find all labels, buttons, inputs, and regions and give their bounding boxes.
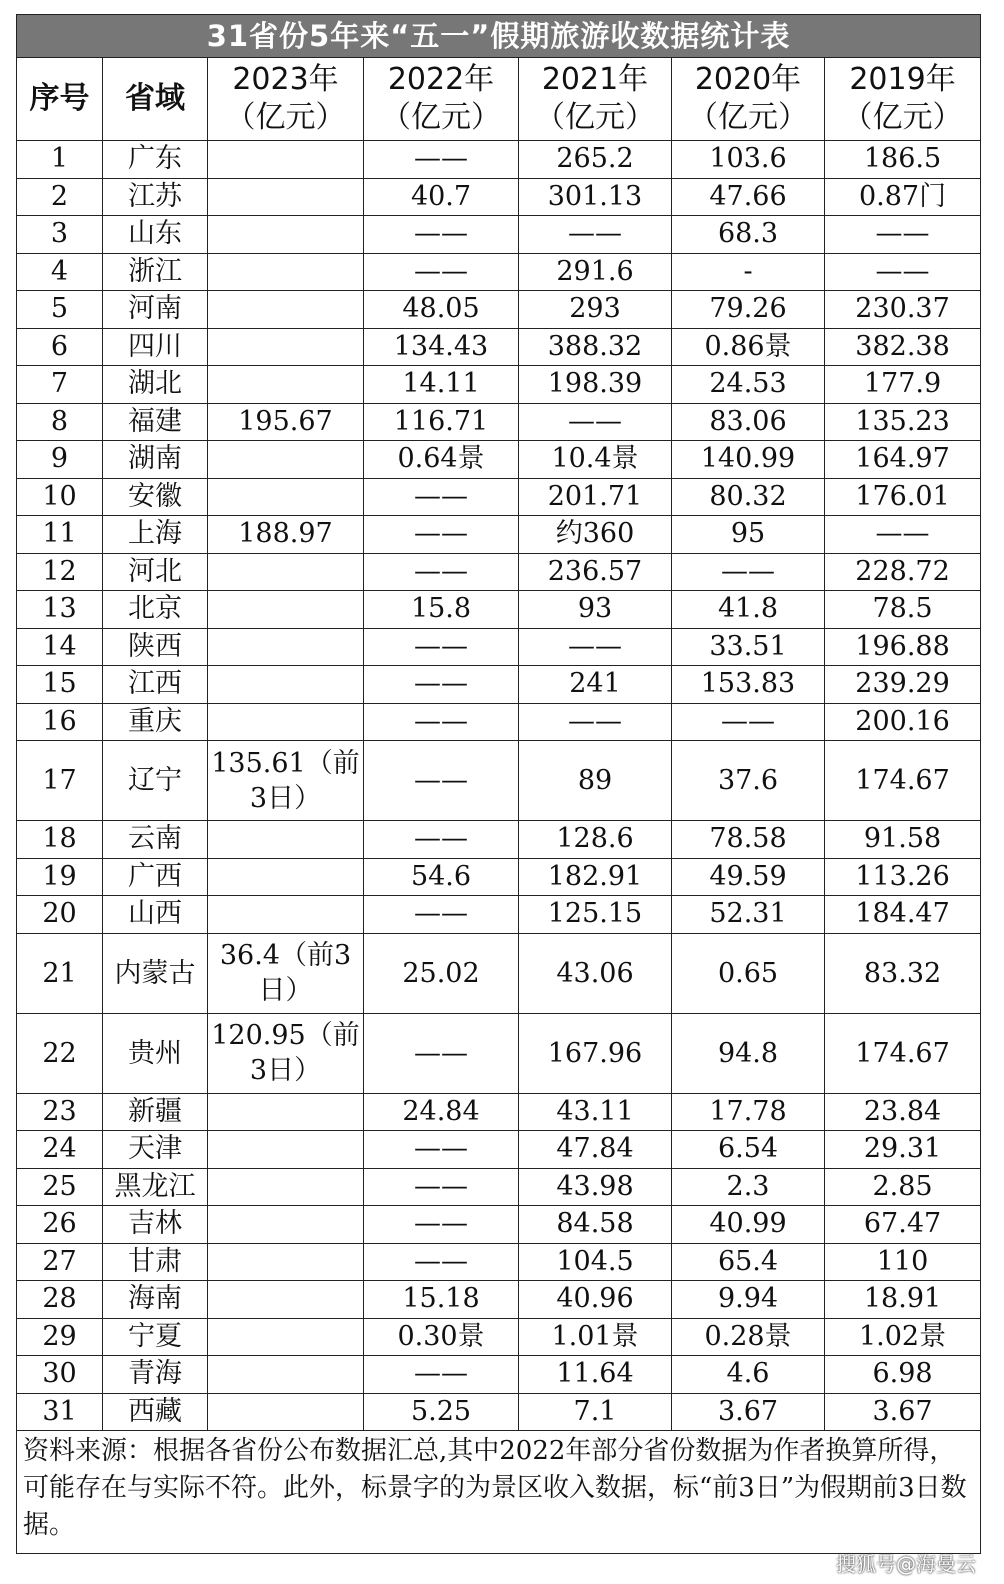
table-row bbox=[17, 1393, 981, 1431]
cell-y2020: 49.59 bbox=[672, 858, 825, 896]
table-row bbox=[17, 216, 981, 254]
cell-index: 26 bbox=[17, 1206, 103, 1244]
cell-province: 重庆 bbox=[103, 703, 208, 741]
cell-province: 云南 bbox=[103, 821, 208, 859]
cell-y2022: —— bbox=[364, 1131, 519, 1169]
cell-y2019: 2.85 bbox=[825, 1168, 981, 1206]
cell-y2021: 7.1 bbox=[519, 1393, 672, 1431]
cell-y2023 bbox=[208, 366, 364, 404]
cell-province: 甘肃 bbox=[103, 1243, 208, 1281]
cell-y2020: 68.3 bbox=[672, 216, 825, 254]
cell-y2020: 94.8 bbox=[672, 1013, 825, 1093]
cell-y2023 bbox=[208, 178, 364, 216]
cell-y2021: 104.5 bbox=[519, 1243, 672, 1281]
cell-index: 7 bbox=[17, 366, 103, 404]
table-row bbox=[17, 591, 981, 629]
cell-y2021: 128.6 bbox=[519, 821, 672, 859]
cell-y2022: —— bbox=[364, 141, 519, 179]
table-row bbox=[17, 1013, 981, 1093]
cell-y2019: 29.31 bbox=[825, 1131, 981, 1169]
table-row bbox=[17, 741, 981, 821]
cell-y2023 bbox=[208, 441, 364, 479]
cell-y2022: —— bbox=[364, 666, 519, 704]
cell-province: 广西 bbox=[103, 858, 208, 896]
cell-y2021: —— bbox=[519, 703, 672, 741]
cell-y2021: 182.91 bbox=[519, 858, 672, 896]
cell-index: 20 bbox=[17, 896, 103, 934]
cell-y2020: 41.8 bbox=[672, 591, 825, 629]
cell-province: 四川 bbox=[103, 328, 208, 366]
table-row bbox=[17, 291, 981, 329]
header-index: 序号 bbox=[17, 58, 103, 141]
cell-index: 23 bbox=[17, 1093, 103, 1131]
cell-y2019: 83.32 bbox=[825, 933, 981, 1013]
cell-province: 上海 bbox=[103, 516, 208, 554]
cell-y2020: 80.32 bbox=[672, 478, 825, 516]
cell-index: 3 bbox=[17, 216, 103, 254]
header-2021: 2021年（亿元） bbox=[519, 58, 672, 141]
cell-y2022: —— bbox=[364, 1243, 519, 1281]
cell-y2020: 140.99 bbox=[672, 441, 825, 479]
table-title: 31省份5年来“五一”假期旅游收数据统计表 bbox=[17, 15, 981, 58]
cell-y2022: —— bbox=[364, 703, 519, 741]
cell-y2023: 188.97 bbox=[208, 516, 364, 554]
cell-province: 江西 bbox=[103, 666, 208, 704]
cell-province: 安徽 bbox=[103, 478, 208, 516]
cell-index: 29 bbox=[17, 1318, 103, 1356]
cell-y2022: —— bbox=[364, 553, 519, 591]
header-2023: 2023年（亿元） bbox=[208, 58, 364, 141]
cell-y2023 bbox=[208, 1393, 364, 1431]
cell-y2019: 196.88 bbox=[825, 628, 981, 666]
cell-index: 14 bbox=[17, 628, 103, 666]
cell-index: 24 bbox=[17, 1131, 103, 1169]
cell-province: 湖南 bbox=[103, 441, 208, 479]
cell-y2021: 43.06 bbox=[519, 933, 672, 1013]
cell-y2023 bbox=[208, 1131, 364, 1169]
cell-y2019: 164.97 bbox=[825, 441, 981, 479]
cell-y2022: 116.71 bbox=[364, 403, 519, 441]
cell-y2023: 135.61（前3日） bbox=[208, 741, 364, 821]
cell-y2023 bbox=[208, 478, 364, 516]
cell-y2019: 174.67 bbox=[825, 741, 981, 821]
table-row bbox=[17, 1206, 981, 1244]
table-body bbox=[17, 141, 981, 1431]
table-row bbox=[17, 1131, 981, 1169]
cell-index: 12 bbox=[17, 553, 103, 591]
cell-y2020: - bbox=[672, 253, 825, 291]
cell-y2023: 120.95（前3日） bbox=[208, 1013, 364, 1093]
cell-province: 吉林 bbox=[103, 1206, 208, 1244]
cell-index: 8 bbox=[17, 403, 103, 441]
cell-y2022: 15.8 bbox=[364, 591, 519, 629]
cell-y2023 bbox=[208, 1243, 364, 1281]
cell-y2021: 1.01景 bbox=[519, 1318, 672, 1356]
cell-y2022: —— bbox=[364, 253, 519, 291]
cell-y2019: 67.47 bbox=[825, 1206, 981, 1244]
cell-y2020: 47.66 bbox=[672, 178, 825, 216]
cell-province: 内蒙古 bbox=[103, 933, 208, 1013]
cell-y2023 bbox=[208, 553, 364, 591]
table-row bbox=[17, 896, 981, 934]
table-row bbox=[17, 1356, 981, 1394]
cell-y2022: —— bbox=[364, 1013, 519, 1093]
cell-province: 北京 bbox=[103, 591, 208, 629]
cell-y2023 bbox=[208, 1281, 364, 1319]
cell-y2021: 241 bbox=[519, 666, 672, 704]
cell-y2023 bbox=[208, 628, 364, 666]
cell-y2020: —— bbox=[672, 703, 825, 741]
table-row bbox=[17, 403, 981, 441]
cell-y2022: 0.64景 bbox=[364, 441, 519, 479]
cell-province: 福建 bbox=[103, 403, 208, 441]
cell-index: 2 bbox=[17, 178, 103, 216]
cell-y2021: 236.57 bbox=[519, 553, 672, 591]
cell-y2021: —— bbox=[519, 216, 672, 254]
cell-y2021: 43.11 bbox=[519, 1093, 672, 1131]
cell-province: 海南 bbox=[103, 1281, 208, 1319]
cell-y2021: —— bbox=[519, 628, 672, 666]
cell-y2019: 200.16 bbox=[825, 703, 981, 741]
cell-y2019: 230.37 bbox=[825, 291, 981, 329]
cell-y2019: 78.5 bbox=[825, 591, 981, 629]
cell-y2023 bbox=[208, 328, 364, 366]
tourism-revenue-table bbox=[16, 14, 981, 1554]
cell-y2019: 91.58 bbox=[825, 821, 981, 859]
cell-index: 10 bbox=[17, 478, 103, 516]
table-row bbox=[17, 628, 981, 666]
cell-index: 27 bbox=[17, 1243, 103, 1281]
cell-y2020: 78.58 bbox=[672, 821, 825, 859]
table-row bbox=[17, 933, 981, 1013]
cell-y2022: 134.43 bbox=[364, 328, 519, 366]
cell-y2021: 93 bbox=[519, 591, 672, 629]
cell-province: 辽宁 bbox=[103, 741, 208, 821]
table-row bbox=[17, 1318, 981, 1356]
cell-province: 湖北 bbox=[103, 366, 208, 404]
cell-index: 9 bbox=[17, 441, 103, 479]
cell-y2020: 40.99 bbox=[672, 1206, 825, 1244]
cell-index: 21 bbox=[17, 933, 103, 1013]
table-row bbox=[17, 253, 981, 291]
cell-y2022: —— bbox=[364, 628, 519, 666]
cell-y2022: —— bbox=[364, 896, 519, 934]
table-row bbox=[17, 328, 981, 366]
cell-y2021: 84.58 bbox=[519, 1206, 672, 1244]
cell-province: 河南 bbox=[103, 291, 208, 329]
cell-y2023 bbox=[208, 703, 364, 741]
cell-index: 11 bbox=[17, 516, 103, 554]
table-row bbox=[17, 666, 981, 704]
cell-index: 5 bbox=[17, 291, 103, 329]
source-note: 资料来源：根据各省份公布数据汇总,其中2022年部分省份数据为作者换算所得，可能存在与实际不符。此外，标景字的为景区收入数据，标“前3日”为假期前3日数据。 bbox=[17, 1431, 981, 1554]
cell-y2023 bbox=[208, 858, 364, 896]
cell-y2023 bbox=[208, 253, 364, 291]
cell-province: 广东 bbox=[103, 141, 208, 179]
table-row bbox=[17, 703, 981, 741]
cell-y2021: 301.13 bbox=[519, 178, 672, 216]
cell-y2020: 6.54 bbox=[672, 1131, 825, 1169]
cell-y2021: —— bbox=[519, 403, 672, 441]
cell-y2022: —— bbox=[364, 821, 519, 859]
header-row bbox=[17, 58, 981, 141]
cell-y2020: 79.26 bbox=[672, 291, 825, 329]
cell-y2022: —— bbox=[364, 1168, 519, 1206]
cell-y2021: 293 bbox=[519, 291, 672, 329]
cell-province: 黑龙江 bbox=[103, 1168, 208, 1206]
cell-y2022: 25.02 bbox=[364, 933, 519, 1013]
cell-province: 河北 bbox=[103, 553, 208, 591]
cell-y2022: 24.84 bbox=[364, 1093, 519, 1131]
cell-index: 18 bbox=[17, 821, 103, 859]
cell-y2019: 186.5 bbox=[825, 141, 981, 179]
cell-y2019: 135.23 bbox=[825, 403, 981, 441]
statistics-table-container bbox=[16, 14, 980, 1554]
cell-y2021: 11.64 bbox=[519, 1356, 672, 1394]
cell-y2020: 0.65 bbox=[672, 933, 825, 1013]
table-row bbox=[17, 1168, 981, 1206]
table-row bbox=[17, 1093, 981, 1131]
cell-y2020: 103.6 bbox=[672, 141, 825, 179]
table-row bbox=[17, 141, 981, 179]
cell-index: 13 bbox=[17, 591, 103, 629]
cell-y2021: 10.4景 bbox=[519, 441, 672, 479]
cell-y2020: 2.3 bbox=[672, 1168, 825, 1206]
cell-y2022: —— bbox=[364, 516, 519, 554]
cell-y2021: 43.98 bbox=[519, 1168, 672, 1206]
cell-y2020: 83.06 bbox=[672, 403, 825, 441]
cell-y2021: 47.84 bbox=[519, 1131, 672, 1169]
cell-y2022: 0.30景 bbox=[364, 1318, 519, 1356]
cell-y2019: 228.72 bbox=[825, 553, 981, 591]
cell-y2019: 3.67 bbox=[825, 1393, 981, 1431]
cell-y2022: 54.6 bbox=[364, 858, 519, 896]
cell-y2022: —— bbox=[364, 741, 519, 821]
cell-y2023: 36.4（前3日） bbox=[208, 933, 364, 1013]
cell-y2020: 4.6 bbox=[672, 1356, 825, 1394]
cell-y2023 bbox=[208, 1318, 364, 1356]
cell-province: 青海 bbox=[103, 1356, 208, 1394]
table-row bbox=[17, 1281, 981, 1319]
cell-y2023 bbox=[208, 896, 364, 934]
cell-y2023: 195.67 bbox=[208, 403, 364, 441]
cell-y2021: 89 bbox=[519, 741, 672, 821]
cell-y2020: 65.4 bbox=[672, 1243, 825, 1281]
cell-y2021: 40.96 bbox=[519, 1281, 672, 1319]
cell-y2019: 18.91 bbox=[825, 1281, 981, 1319]
cell-y2020: 37.6 bbox=[672, 741, 825, 821]
cell-y2023 bbox=[208, 141, 364, 179]
cell-index: 4 bbox=[17, 253, 103, 291]
cell-y2023 bbox=[208, 821, 364, 859]
cell-index: 19 bbox=[17, 858, 103, 896]
cell-y2022: —— bbox=[364, 1206, 519, 1244]
cell-index: 1 bbox=[17, 141, 103, 179]
cell-province: 山西 bbox=[103, 896, 208, 934]
cell-y2023 bbox=[208, 1093, 364, 1131]
table-row bbox=[17, 366, 981, 404]
cell-y2021: 291.6 bbox=[519, 253, 672, 291]
table-row bbox=[17, 553, 981, 591]
cell-index: 16 bbox=[17, 703, 103, 741]
cell-province: 山东 bbox=[103, 216, 208, 254]
table-row bbox=[17, 516, 981, 554]
cell-y2023 bbox=[208, 216, 364, 254]
table-row bbox=[17, 478, 981, 516]
cell-y2020: 9.94 bbox=[672, 1281, 825, 1319]
cell-index: 6 bbox=[17, 328, 103, 366]
cell-y2019: 0.87门 bbox=[825, 178, 981, 216]
cell-y2020: 52.31 bbox=[672, 896, 825, 934]
cell-index: 17 bbox=[17, 741, 103, 821]
cell-province: 江苏 bbox=[103, 178, 208, 216]
cell-index: 28 bbox=[17, 1281, 103, 1319]
header-2020: 2020年（亿元） bbox=[672, 58, 825, 141]
cell-y2019: 382.38 bbox=[825, 328, 981, 366]
cell-y2019: —— bbox=[825, 216, 981, 254]
cell-y2022: 15.18 bbox=[364, 1281, 519, 1319]
cell-y2023 bbox=[208, 1168, 364, 1206]
cell-y2023 bbox=[208, 591, 364, 629]
cell-y2019: 239.29 bbox=[825, 666, 981, 704]
source-note-row bbox=[17, 1431, 981, 1554]
header-2019: 2019年（亿元） bbox=[825, 58, 981, 141]
cell-province: 西藏 bbox=[103, 1393, 208, 1431]
cell-y2019: 176.01 bbox=[825, 478, 981, 516]
cell-y2021: 265.2 bbox=[519, 141, 672, 179]
header-2022: 2022年（亿元） bbox=[364, 58, 519, 141]
cell-y2023 bbox=[208, 1206, 364, 1244]
table-row bbox=[17, 1243, 981, 1281]
cell-y2019: 6.98 bbox=[825, 1356, 981, 1394]
cell-index: 31 bbox=[17, 1393, 103, 1431]
cell-y2022: 5.25 bbox=[364, 1393, 519, 1431]
cell-y2020: 0.28景 bbox=[672, 1318, 825, 1356]
table-row bbox=[17, 858, 981, 896]
cell-province: 新疆 bbox=[103, 1093, 208, 1131]
cell-province: 贵州 bbox=[103, 1013, 208, 1093]
cell-y2019: 174.67 bbox=[825, 1013, 981, 1093]
cell-y2019: 177.9 bbox=[825, 366, 981, 404]
cell-index: 15 bbox=[17, 666, 103, 704]
cell-y2022: 48.05 bbox=[364, 291, 519, 329]
cell-y2022: 40.7 bbox=[364, 178, 519, 216]
cell-y2020: 33.51 bbox=[672, 628, 825, 666]
cell-y2019: 110 bbox=[825, 1243, 981, 1281]
table-row bbox=[17, 821, 981, 859]
cell-y2020: 24.53 bbox=[672, 366, 825, 404]
table-row bbox=[17, 178, 981, 216]
cell-y2019: 184.47 bbox=[825, 896, 981, 934]
cell-y2021: 388.32 bbox=[519, 328, 672, 366]
cell-y2019: 23.84 bbox=[825, 1093, 981, 1131]
cell-y2020: 3.67 bbox=[672, 1393, 825, 1431]
cell-y2022: —— bbox=[364, 1356, 519, 1394]
cell-y2020: 95 bbox=[672, 516, 825, 554]
cell-y2020: 0.86景 bbox=[672, 328, 825, 366]
cell-y2023 bbox=[208, 291, 364, 329]
cell-y2019: —— bbox=[825, 516, 981, 554]
cell-y2022: —— bbox=[364, 216, 519, 254]
cell-province: 天津 bbox=[103, 1131, 208, 1169]
cell-province: 陕西 bbox=[103, 628, 208, 666]
watermark-text: 搜狐号@海曼云 bbox=[836, 1552, 976, 1576]
cell-y2021: 125.15 bbox=[519, 896, 672, 934]
header-province: 省域 bbox=[103, 58, 208, 141]
cell-index: 25 bbox=[17, 1168, 103, 1206]
cell-y2023 bbox=[208, 666, 364, 704]
cell-y2022: 14.11 bbox=[364, 366, 519, 404]
cell-y2022: —— bbox=[364, 478, 519, 516]
cell-y2021: 约360 bbox=[519, 516, 672, 554]
cell-y2019: 113.26 bbox=[825, 858, 981, 896]
cell-y2020: 153.83 bbox=[672, 666, 825, 704]
cell-y2019: 1.02景 bbox=[825, 1318, 981, 1356]
cell-province: 浙江 bbox=[103, 253, 208, 291]
cell-index: 30 bbox=[17, 1356, 103, 1394]
cell-province: 宁夏 bbox=[103, 1318, 208, 1356]
cell-index: 22 bbox=[17, 1013, 103, 1093]
cell-y2021: 167.96 bbox=[519, 1013, 672, 1093]
cell-y2021: 198.39 bbox=[519, 366, 672, 404]
table-row bbox=[17, 441, 981, 479]
cell-y2023 bbox=[208, 1356, 364, 1394]
cell-y2019: —— bbox=[825, 253, 981, 291]
cell-y2020: 17.78 bbox=[672, 1093, 825, 1131]
cell-y2021: 201.71 bbox=[519, 478, 672, 516]
cell-y2020: —— bbox=[672, 553, 825, 591]
